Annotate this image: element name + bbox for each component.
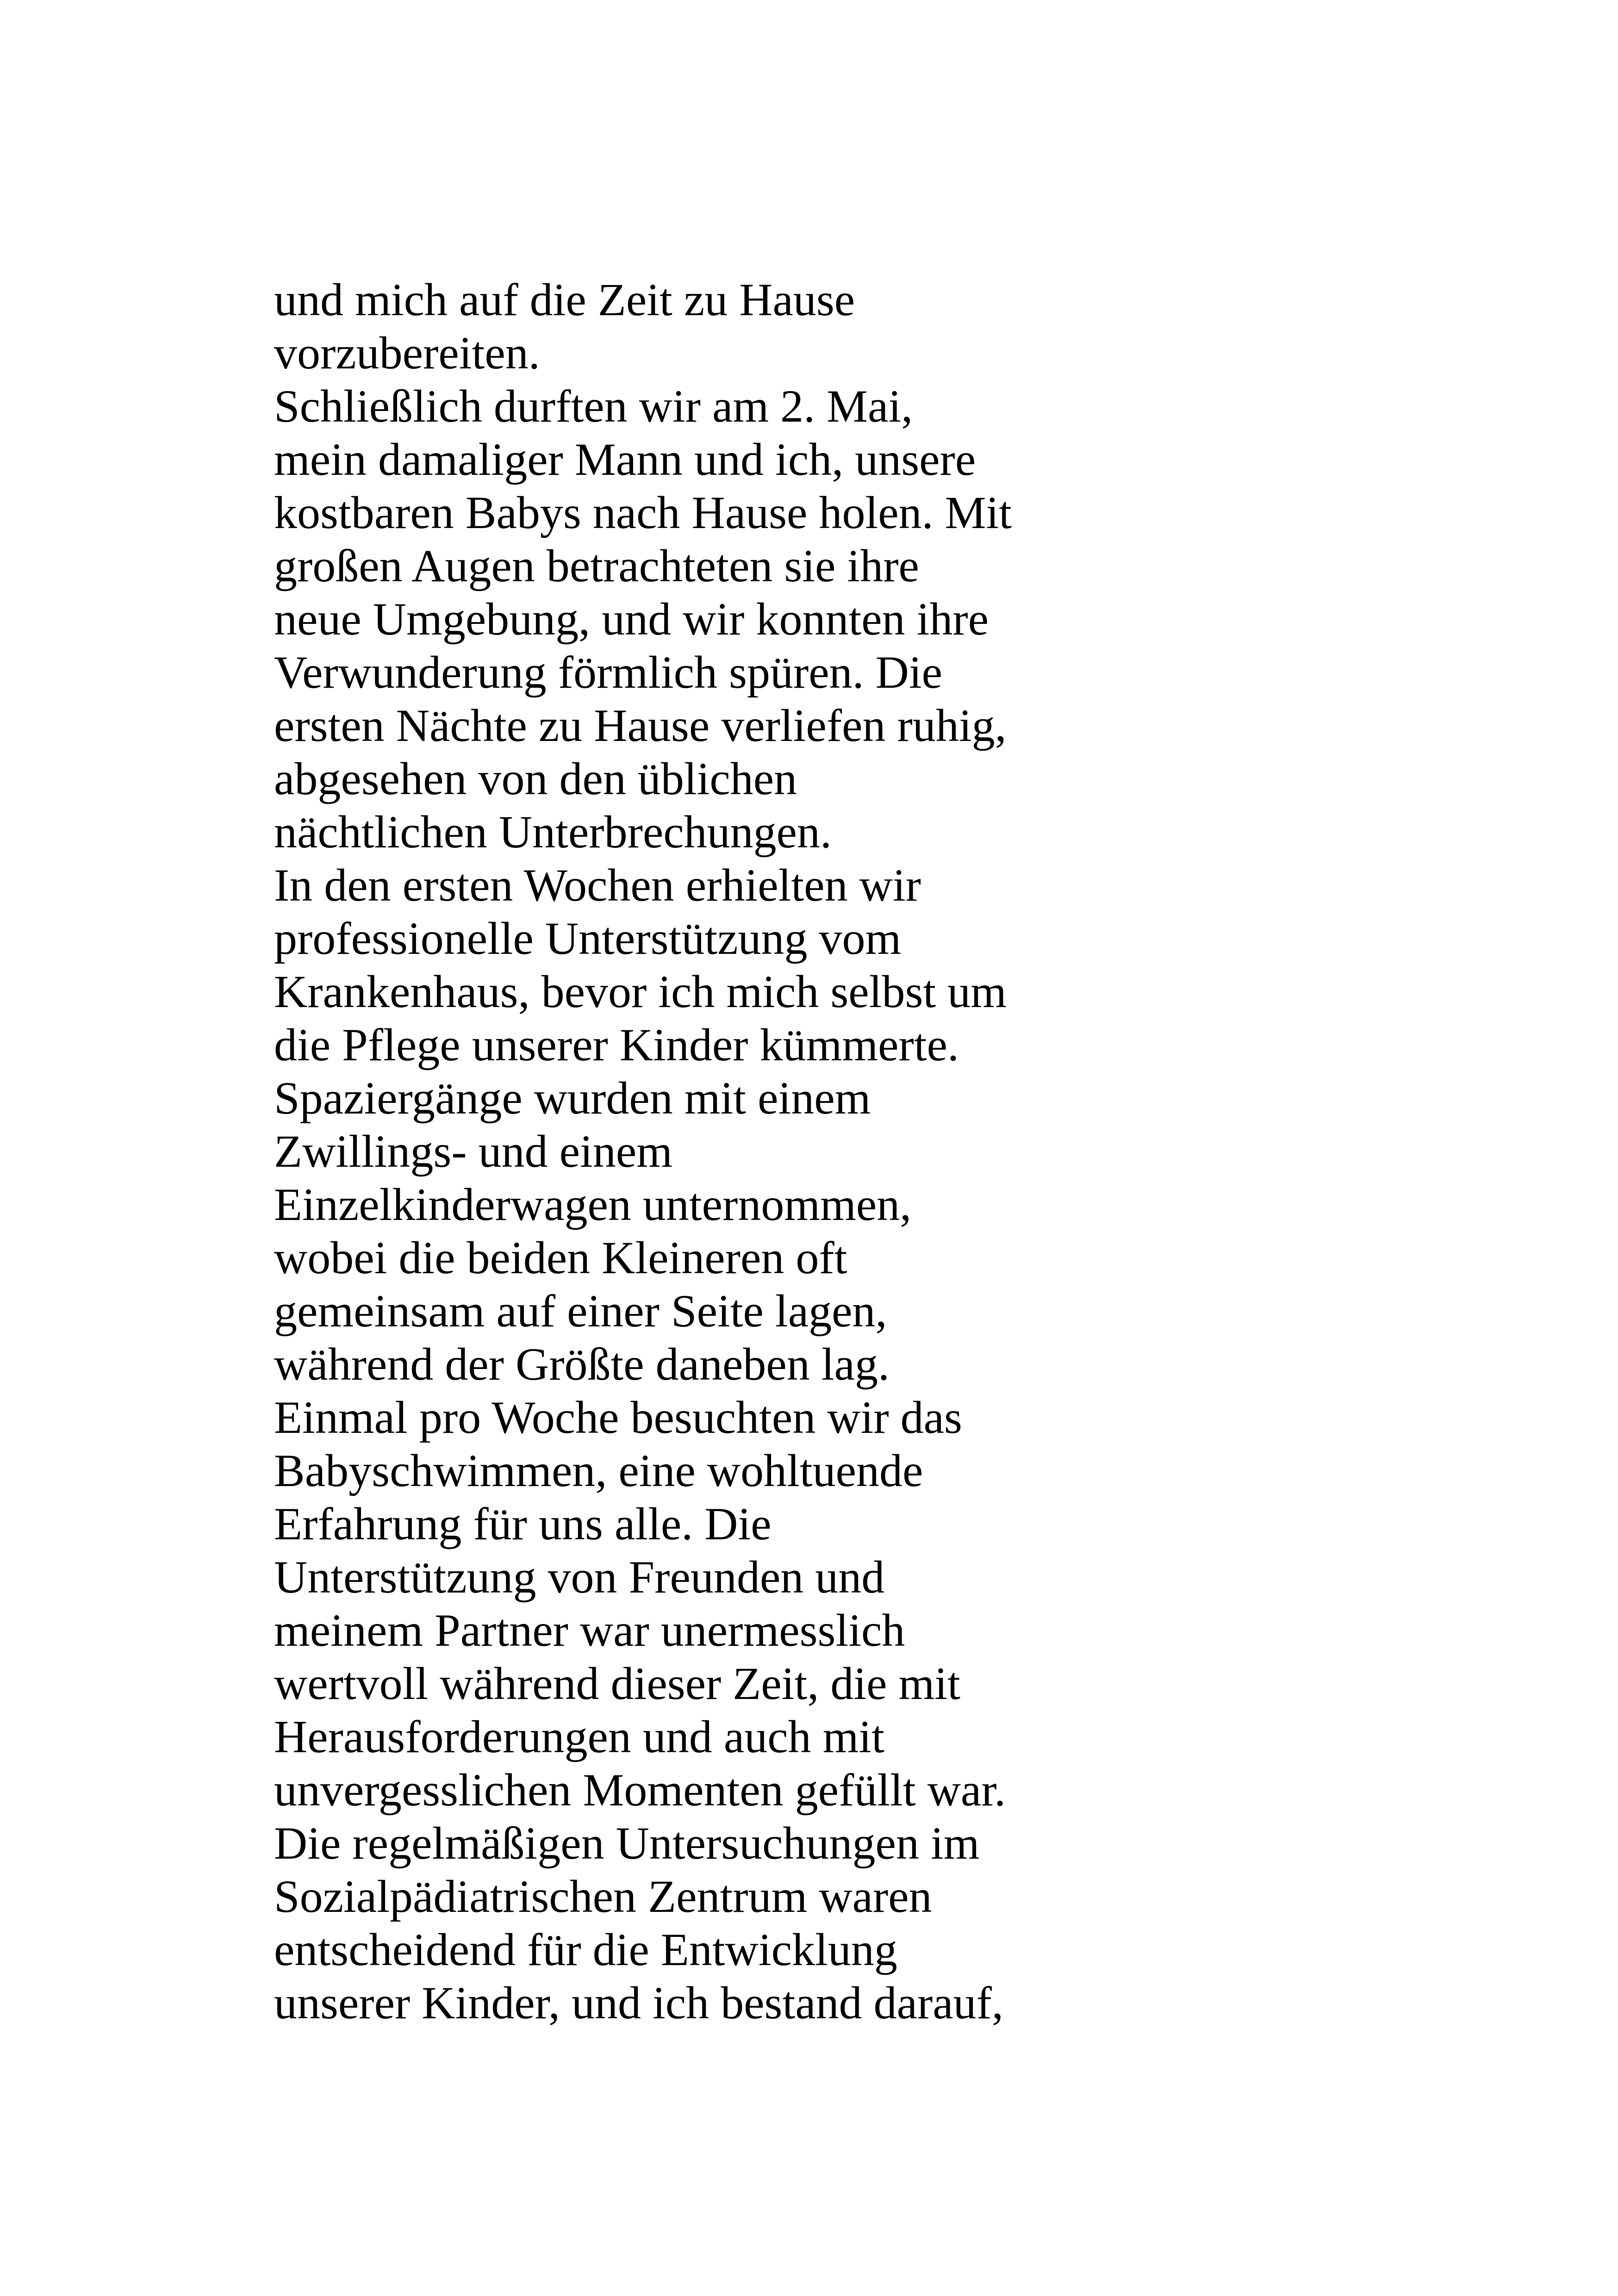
text-line: Babyschwimmen, eine wohltuende	[274, 1445, 923, 1496]
text-line: nächtlichen Unterbrechungen.	[274, 806, 832, 858]
text-line: neue Umgebung, und wir konnten ihre	[274, 593, 989, 645]
text-line: die Pflege unserer Kinder kümmerte.	[274, 1019, 959, 1070]
text-line: abgesehen von den üblichen	[274, 753, 797, 804]
text-line: Zwillings- und einem	[274, 1126, 672, 1177]
text-line: entscheidend für die Entwicklung	[274, 1924, 897, 1975]
text-line: Die regelmäßigen Untersuchungen im	[274, 1817, 980, 1869]
text-line: Schließlich durften wir am 2. Mai,	[274, 380, 913, 432]
text-line: In den ersten Wochen erhielten wir	[274, 859, 921, 911]
text-line: Sozialpädiatrischen Zentrum waren	[274, 1871, 932, 1922]
text-line: unvergesslichen Momenten gefüllt war.	[274, 1764, 1006, 1816]
text-line: wertvoll während dieser Zeit, die mit	[274, 1658, 960, 1709]
text-line: vorzubereiten.	[274, 327, 540, 379]
body-text	[274, 273, 1200, 2029]
text-line: und mich auf die Zeit zu Hause	[274, 274, 855, 325]
text-line: gemeinsam auf einer Seite lagen,	[274, 1285, 887, 1337]
text-line: Krankenhaus, bevor ich mich selbst um	[274, 966, 1007, 1017]
text-line: Spaziergänge wurden mit einem	[274, 1072, 871, 1124]
text-line: Verwunderung förmlich spüren. Die	[274, 647, 943, 698]
text-line: Erfahrung für uns alle. Die	[274, 1498, 772, 1549]
text-line: Einzelkinderwagen unternommen,	[274, 1179, 912, 1230]
text-line: Unterstützung von Freunden und	[274, 1551, 885, 1603]
text-line: unserer Kinder, und ich bestand darauf,	[274, 1977, 1003, 2028]
text-line: Einmal pro Woche besuchten wir das	[274, 1392, 962, 1443]
text-line: mein damaliger Mann und ich, unsere	[274, 434, 976, 485]
text-line: wobei die beiden Kleineren oft	[274, 1232, 847, 1283]
text-line: Herausforderungen und auch mit	[274, 1711, 884, 1762]
text-line: großen Augen betrachteten sie ihre	[274, 540, 919, 591]
text-line: meinem Partner war unermesslich	[274, 1605, 905, 1656]
text-line: ersten Nächte zu Hause verliefen ruhig,	[274, 700, 1007, 751]
text-line: kostbaren Babys nach Hause holen. Mit	[274, 487, 1012, 538]
text-line: professionelle Unterstützung vom	[274, 913, 902, 964]
text-line: während der Größte daneben lag.	[274, 1338, 890, 1390]
